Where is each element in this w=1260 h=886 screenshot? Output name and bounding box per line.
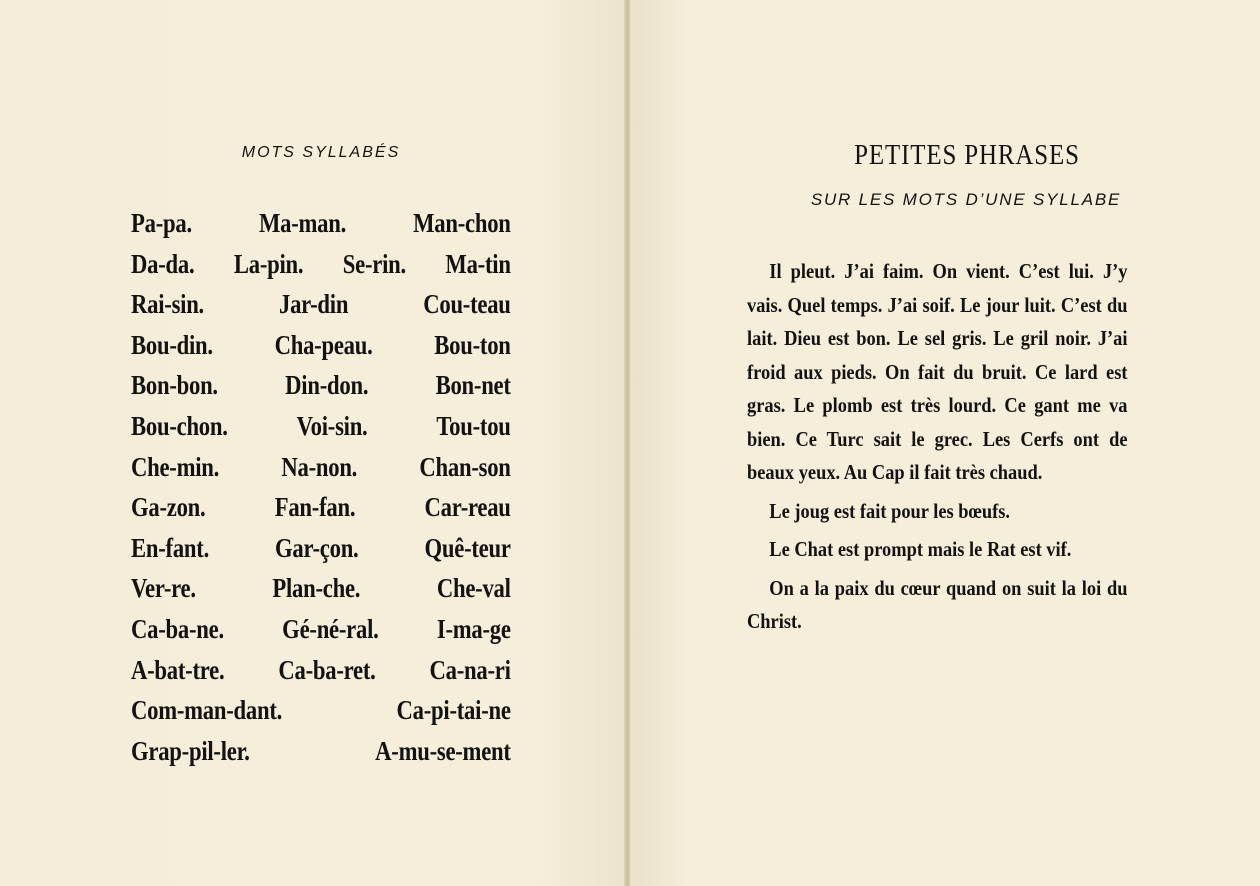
syllable-line bbox=[131, 284, 511, 325]
syllable-word: En-fant. bbox=[131, 532, 210, 563]
syllable-line bbox=[131, 568, 511, 609]
syllable-line bbox=[131, 528, 511, 569]
syllable-word: Ma-man. bbox=[258, 208, 347, 238]
syllable-word: Pa-pa. bbox=[131, 208, 192, 238]
syllable-word: Cou-teau bbox=[423, 289, 511, 320]
syllable-word: Jar-din bbox=[278, 289, 349, 320]
syllable-line bbox=[131, 690, 511, 731]
syllable-word: Ma-tin bbox=[445, 248, 511, 279]
syllable-word: Quê-teur bbox=[424, 532, 511, 563]
syllable-word-list bbox=[131, 203, 511, 771]
right-page-title: PETITES PHRASES bbox=[854, 139, 1080, 171]
syllable-line bbox=[131, 325, 511, 366]
syllable-word: A-mu-se-ment bbox=[375, 735, 511, 766]
syllable-word: Rai-sin. bbox=[131, 289, 204, 320]
syllable-word: Bon-bon. bbox=[131, 370, 218, 401]
syllable-word: Ca-na-ri bbox=[429, 654, 511, 685]
syllable-word: Da-da. bbox=[131, 248, 195, 279]
syllable-word: Voi-sin. bbox=[296, 410, 368, 441]
right-page bbox=[630, 0, 1260, 886]
syllable-word: Fan-fan. bbox=[274, 492, 356, 523]
syllable-word: Se-rin. bbox=[342, 248, 406, 279]
syllable-line bbox=[131, 406, 511, 447]
syllable-line bbox=[131, 447, 511, 488]
syllable-word: Ga-zon. bbox=[131, 492, 206, 523]
syllable-line bbox=[131, 203, 511, 244]
left-page bbox=[0, 0, 626, 886]
syllable-word: Gar-çon. bbox=[275, 532, 359, 563]
paragraph: Le Chat est prompt mais le Rat est vif. bbox=[769, 537, 1072, 561]
syllable-word: Bou-chon. bbox=[131, 410, 228, 441]
syllable-word: Ver-re. bbox=[131, 573, 196, 604]
syllable-word: Na-non. bbox=[281, 451, 358, 482]
syllable-line bbox=[131, 650, 511, 691]
syllable-word: I-ma-ge bbox=[436, 613, 511, 644]
syllable-word: Din-don. bbox=[285, 370, 369, 401]
syllable-word: La-pin. bbox=[233, 248, 304, 279]
paragraph: Il pleut. J’ai faim. On vient. C’est lui. J’y vais. Quel temps. J’ai soif. Le jour luit. C’est du lait. Dieu est bon. Le sel gris. Le gril noir. J’ai froid aux pieds. On fait du bruit. Ce lard est gras. Le plomb est très lourd. Ce gant me va bien. Ce Turc sait le grec. Les Cerfs ont de beaux yeux. Au Cap il fait très chaud. bbox=[747, 259, 1128, 484]
syllable-word: Plan-che. bbox=[272, 573, 361, 604]
syllable-line bbox=[131, 244, 511, 285]
paragraph: On a la paix du cœur quand on suit la loi du Christ. bbox=[747, 575, 1128, 633]
syllable-word: Cha-peau. bbox=[274, 329, 373, 360]
syllable-word: Ca-ba-ne. bbox=[131, 613, 224, 644]
syllable-line bbox=[131, 731, 511, 772]
syllable-word: Com-man-dant. bbox=[131, 695, 283, 726]
syllable-word: Grap-pil-ler. bbox=[131, 735, 250, 766]
syllable-word: Bou-din. bbox=[131, 329, 213, 360]
syllable-line bbox=[131, 487, 511, 528]
paragraph: Le joug est fait pour les bœufs. bbox=[769, 498, 1011, 523]
syllable-word: Chan-son bbox=[419, 451, 511, 482]
syllable-word: Ca-ba-ret. bbox=[278, 654, 376, 685]
syllable-word: Car-reau bbox=[424, 492, 511, 523]
syllable-word: Bon-net bbox=[435, 370, 511, 401]
syllable-word: Che-min. bbox=[131, 451, 220, 482]
sentence-paragraphs bbox=[747, 255, 1127, 644]
syllable-word: Ca-pi-tai-ne bbox=[396, 695, 511, 726]
syllable-word: A-bat-tre. bbox=[131, 654, 225, 685]
syllable-word: Gé-né-ral. bbox=[282, 613, 379, 644]
syllable-word: Bou-ton bbox=[434, 329, 511, 360]
syllable-line bbox=[131, 365, 511, 406]
syllable-word: Che-val bbox=[436, 573, 511, 604]
left-page-title: MOTS SYLLABÉS bbox=[241, 144, 401, 161]
right-page-subtitle: SUR LES MOTS D’UNE SYLLABE bbox=[810, 190, 1122, 209]
syllable-word: Tou-tou bbox=[436, 410, 511, 441]
syllable-line bbox=[131, 609, 511, 650]
syllable-word: Man-chon bbox=[413, 208, 511, 238]
